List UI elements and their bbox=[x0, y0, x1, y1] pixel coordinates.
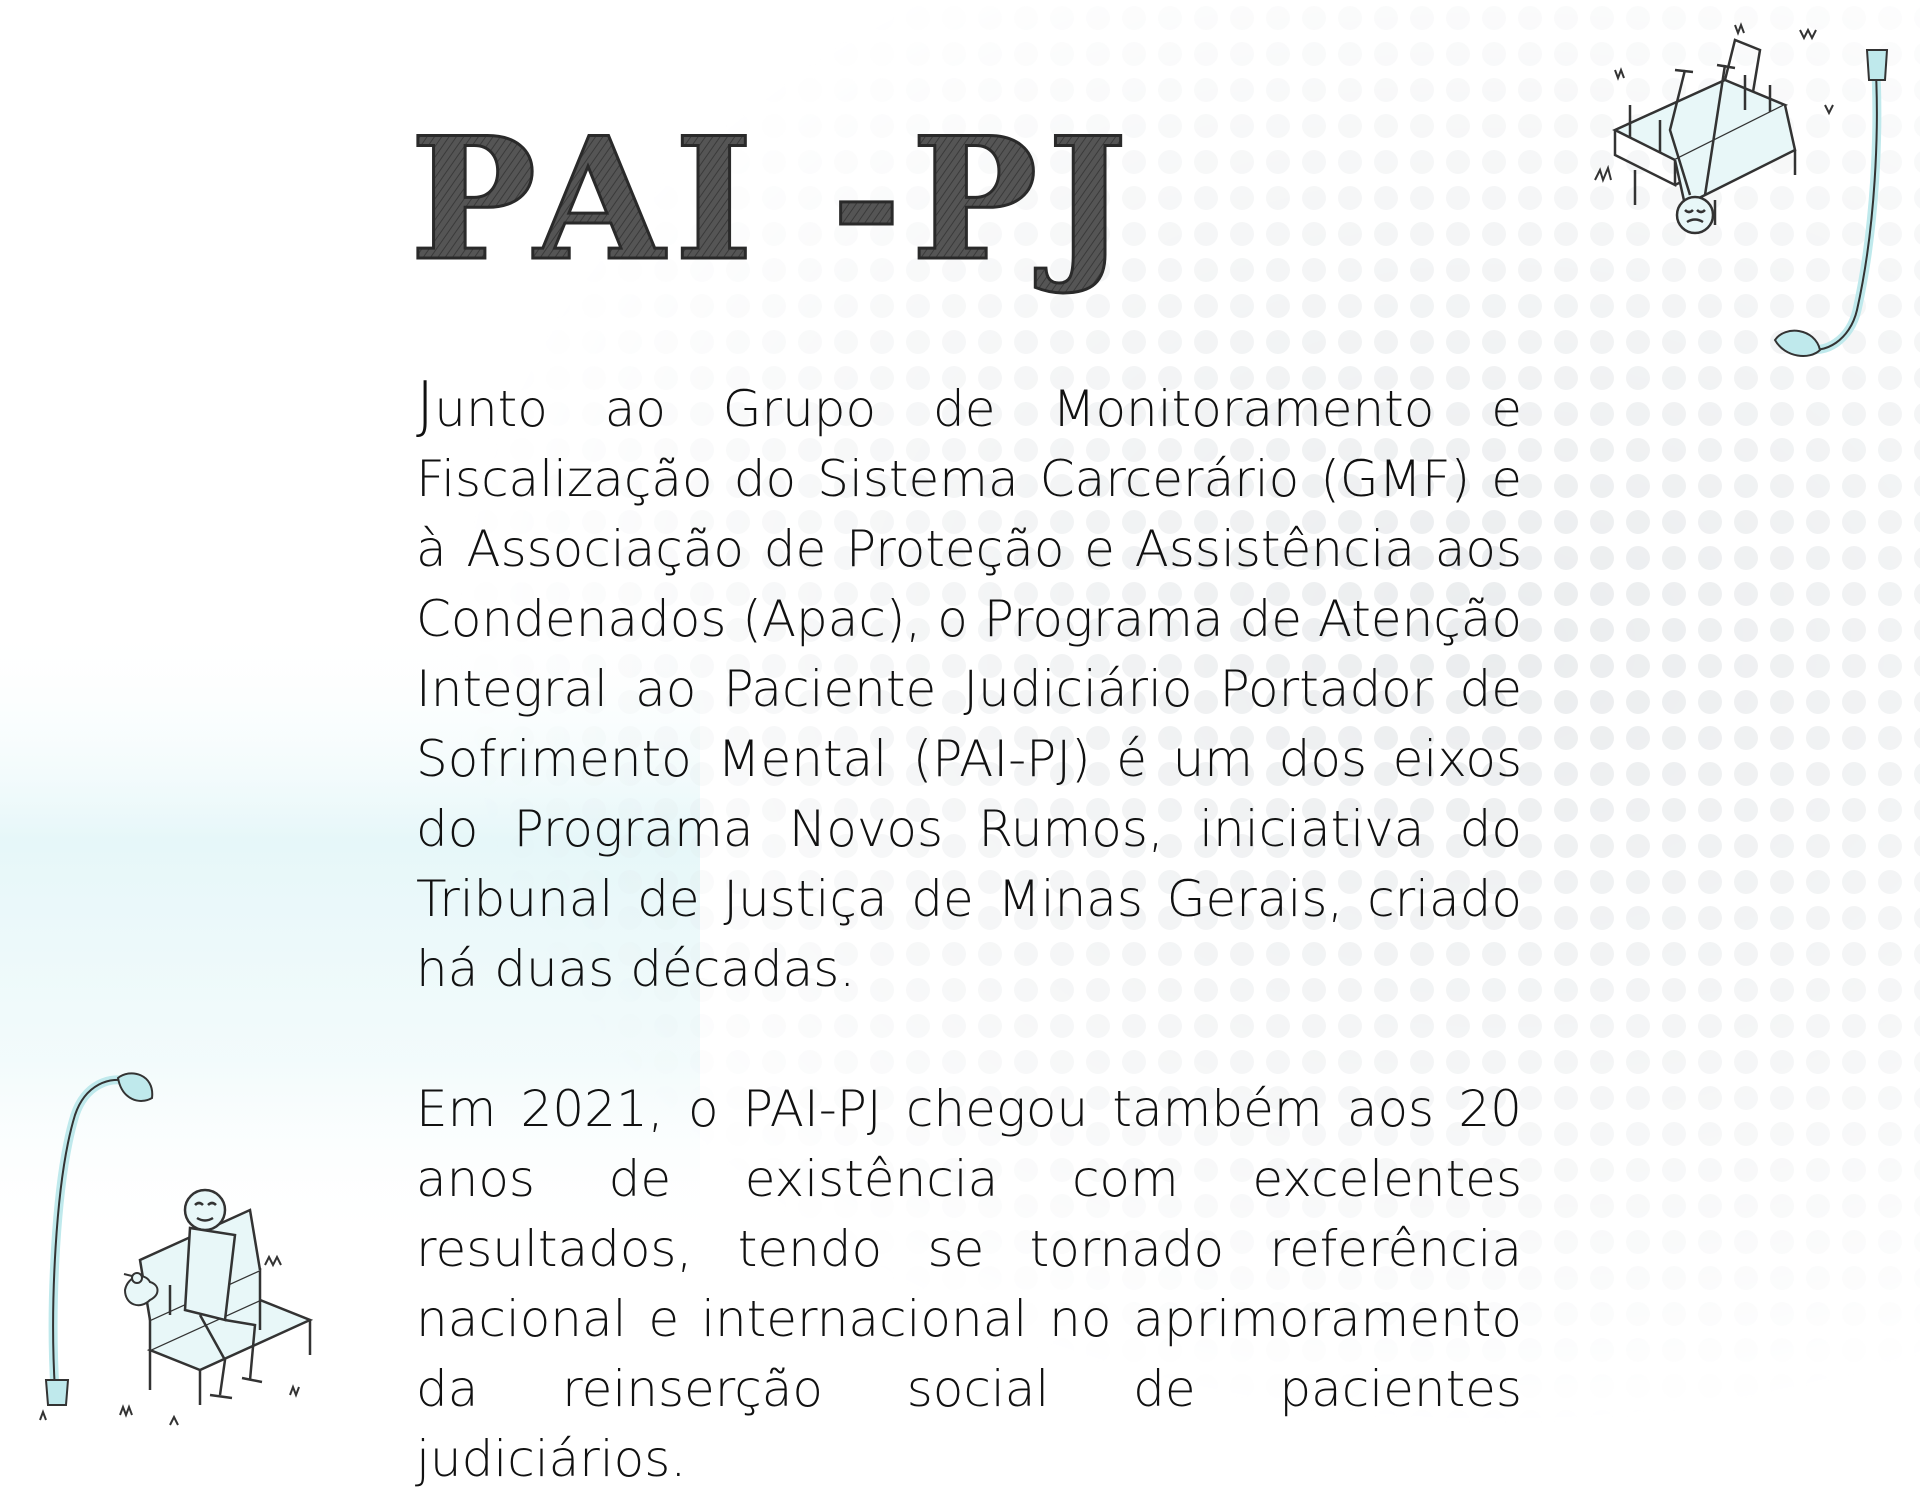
upside-down-bench-icon bbox=[1575, 10, 1920, 370]
body-text bbox=[416, 370, 1522, 1494]
bench-illustration-bottom bbox=[10, 1060, 340, 1435]
paragraph-1-initial: J bbox=[416, 368, 435, 441]
paragraph-2: Em 2021, o PAI-PJ chegou também aos 20 anos de existência com excelentes resultados, tendo se tornado referência nacional e internacional no aprimoramento da reinserção social de pacientes judiciários. bbox=[416, 1080, 1522, 1488]
paragraph-1 bbox=[416, 370, 1522, 1004]
page-title bbox=[410, 100, 1138, 298]
title-graphic bbox=[410, 100, 1138, 298]
bench-illustration-top bbox=[1575, 10, 1920, 370]
paragraph-1-text: unto ao Grupo de Monitoramento e Fiscalização do Sistema Carcerário (GMF) e à Associação de Proteção e Assistência aos Condenados (Apac), o Programa de Atenção Integral ao Paciente Judiciário Portador de Sofrimento Mental (PAI-PJ) é um dos eixos do Programa Novos Rumos, iniciativa do Tribunal de Justiça de Minas Gerais, criado há duas décadas. bbox=[416, 380, 1522, 998]
bench-with-person-icon bbox=[10, 1060, 340, 1435]
title-text: PAI -PJ bbox=[410, 100, 1138, 298]
